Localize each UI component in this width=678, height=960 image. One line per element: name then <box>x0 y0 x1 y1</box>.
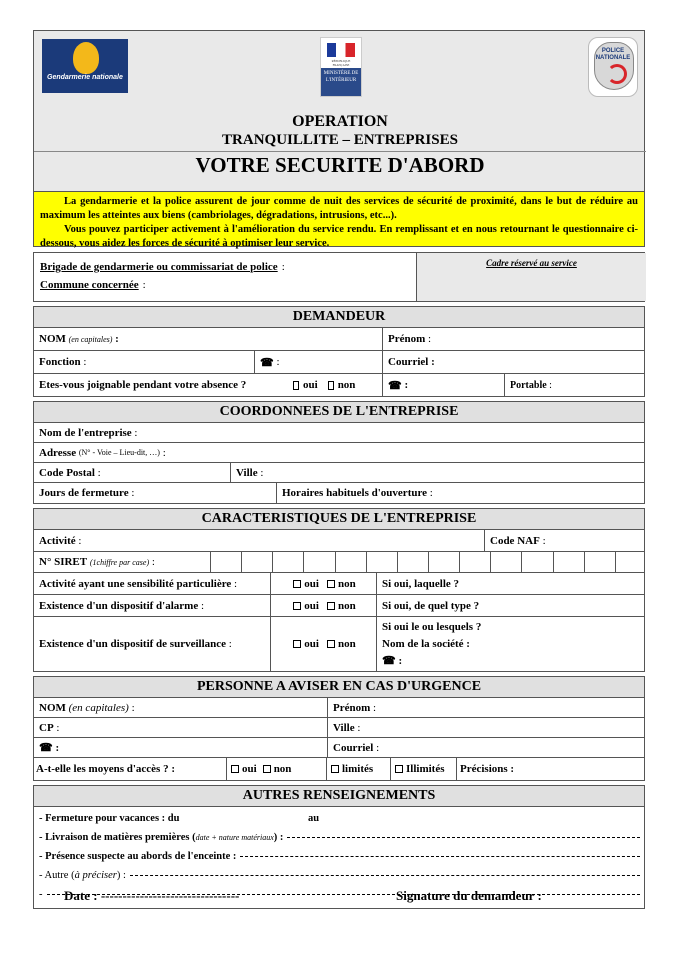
siret-digit-box[interactable] <box>397 552 428 572</box>
brigade-left <box>34 253 417 301</box>
autre-hint: à préciser <box>74 870 117 881</box>
acces-non-checkbox[interactable] <box>263 765 271 773</box>
surveillance-societe-label: Nom de la société : <box>382 637 470 650</box>
ville-field[interactable] <box>230 463 646 482</box>
vacances-label: - Fermeture pour vacances : du <box>39 813 180 824</box>
joignable-non-label: non <box>337 379 356 391</box>
phone-icon: ☎ <box>382 654 396 667</box>
courriel-field[interactable] <box>382 351 646 373</box>
autre-extra-dash-label: - <box>39 889 43 900</box>
acces-limites-label: limités <box>342 763 374 775</box>
brigade-label: Brigade de gendarmerie ou commissariat de police <box>40 261 278 273</box>
joignable-label: Etes-vous joignable pendant votre absence ? <box>39 379 247 391</box>
date-label: Date : <box>64 888 98 903</box>
form-page <box>33 30 645 909</box>
section-coordonnees <box>33 401 645 504</box>
table-row <box>34 423 644 443</box>
alarme-non-checkbox[interactable] <box>327 602 335 610</box>
fonction-label: Fonction <box>39 356 81 368</box>
joignable-question <box>34 374 274 396</box>
phone-icon: ☎ <box>260 356 274 369</box>
reserved-box: Cadre réservé au service <box>417 253 646 301</box>
table-row <box>34 573 644 595</box>
acces-options <box>226 758 326 780</box>
section-title-urgence: PERSONNE A AVISER EN CAS D'URGENCE <box>34 677 644 698</box>
french-flag-icon <box>327 43 355 57</box>
table-row <box>34 758 644 780</box>
presence-dash-line <box>240 856 640 857</box>
fonction-field[interactable] <box>34 351 254 373</box>
code-postal-field[interactable] <box>34 463 230 482</box>
surveillance-colon: : <box>228 638 232 650</box>
date-field[interactable] <box>64 888 239 904</box>
alarme-oui-label: oui <box>304 599 319 612</box>
urgence-prenom-colon: : <box>373 701 377 714</box>
section-title-coordonnees: COORDONNEES DE L'ENTREPRISE <box>34 402 644 423</box>
laquelle-label: Si oui, laquelle ? <box>382 577 460 590</box>
sensibilite-options <box>270 573 376 594</box>
section-title-autres: AUTRES RENSEIGNEMENTS <box>34 786 644 807</box>
section-urgence <box>33 676 645 781</box>
acces-oui-label: oui <box>242 763 257 775</box>
urgence-telephone-colon: : <box>55 741 60 754</box>
entreprise-nom-colon: : <box>134 426 138 439</box>
urgence-courriel-field[interactable] <box>327 738 646 757</box>
brigade-box <box>33 252 645 302</box>
table-row <box>34 374 644 396</box>
adresse-field[interactable] <box>34 443 646 462</box>
prenom-field[interactable] <box>382 328 646 350</box>
alarme-question <box>34 595 270 616</box>
code-postal-colon: : <box>97 466 101 479</box>
code-postal-label: Code Postal <box>39 466 95 479</box>
urgence-cp-label: CP <box>39 721 54 734</box>
presence-field[interactable] <box>34 847 644 866</box>
table-row <box>34 738 644 758</box>
republique-text: RÉPUBLIQUE FRANÇAISE <box>331 59 351 67</box>
sensibilite-oui-label: oui <box>304 577 319 590</box>
siret-label: N° SIRET <box>39 556 88 568</box>
surveillance-label: Existence d'un dispositif de surveillance <box>39 638 227 650</box>
joignable-telephone-colon: : <box>404 379 409 391</box>
sensibilite-colon: : <box>234 577 238 590</box>
siret-digit-box[interactable] <box>366 552 397 572</box>
adresse-hint: (N° - Voie – Lieu-dit, …) <box>78 448 160 457</box>
grenade-flame-icon <box>73 42 99 74</box>
sensibilite-non-checkbox[interactable] <box>327 580 335 588</box>
urgence-ville-field[interactable] <box>327 718 646 737</box>
portable-colon: : <box>549 379 552 391</box>
urgence-prenom-label: Prénom <box>333 701 371 714</box>
commune-label: Commune concernée <box>40 279 139 291</box>
siret-digit-box[interactable] <box>584 552 615 572</box>
surveillance-oui-checkbox[interactable] <box>293 640 301 648</box>
table-row <box>34 698 644 718</box>
adresse-colon: : <box>162 446 166 459</box>
title-tranquillite: TRANQUILLITE – ENTREPRISES <box>222 132 458 148</box>
joignable-telephone-field[interactable] <box>382 374 504 396</box>
fermeture-colon: : <box>131 487 135 499</box>
livraison-field[interactable] <box>34 828 644 847</box>
surveillance-telephone-line <box>382 653 402 670</box>
nom-colon: : <box>115 333 119 345</box>
alarme-options <box>270 595 376 616</box>
siret-digit-box[interactable] <box>241 552 272 572</box>
alarme-label: Existence d'un dispositif d'alarme <box>39 599 199 612</box>
surveillance-details[interactable] <box>376 617 646 671</box>
table-row <box>34 328 644 351</box>
urgence-ville-label: Ville <box>333 721 355 734</box>
urgence-cp-field[interactable] <box>34 718 327 737</box>
table-row <box>34 483 644 503</box>
urgence-nom-colon: : <box>131 701 135 714</box>
sensibilite-label: Activité ayant une sensibilité particulière <box>39 577 232 590</box>
urgence-telephone-field[interactable] <box>34 738 327 757</box>
activite-label: Activité <box>39 534 76 547</box>
signature-field[interactable] <box>396 888 542 904</box>
presence-label: - Présence suspecte au abords de l'enceinte : <box>39 851 237 862</box>
acces-non-label: non <box>273 763 292 775</box>
siret-label-cell <box>34 552 210 572</box>
siret-digit-box[interactable] <box>459 552 490 572</box>
table-row <box>34 530 644 552</box>
nom-label: NOM <box>39 333 66 345</box>
acces-label: A-t-elle les moyens d'accès ? : <box>36 763 175 775</box>
brigade-field[interactable] <box>40 261 285 273</box>
joignable-oui-checkbox[interactable] <box>293 381 299 390</box>
section-title-caracteristiques: CARACTERISTIQUES DE L'ENTREPRISE <box>34 509 644 530</box>
fermeture-label: Jours de fermeture <box>39 487 129 499</box>
horaires-colon: : <box>429 487 433 499</box>
urgence-cp-colon: : <box>56 721 60 734</box>
acces-illimites-checkbox[interactable] <box>395 765 403 773</box>
commune-colon: : <box>142 279 146 291</box>
table-row <box>34 443 644 463</box>
date-line: -------------------------------- <box>100 888 240 903</box>
acces-limites-option <box>326 758 390 780</box>
livraison-dash-line <box>287 837 640 838</box>
siret-digit-box[interactable] <box>428 552 459 572</box>
precisions-field[interactable] <box>456 758 646 780</box>
siret-digit-box[interactable] <box>490 552 521 572</box>
siret-digit-box[interactable] <box>303 552 334 572</box>
section-title-demandeur: DEMANDEUR <box>34 307 644 328</box>
signature-label: Signature du demandeur : <box>396 888 542 903</box>
alarme-type-label: Si oui, de quel type ? <box>382 599 480 612</box>
urgence-ville-colon: : <box>357 721 361 734</box>
urgence-nom-hint: (en capitales) <box>68 701 129 714</box>
portable-label: Portable <box>510 379 547 391</box>
horaires-field[interactable] <box>276 483 646 503</box>
alarme-colon: : <box>200 599 205 612</box>
telephone-colon: : <box>276 356 280 368</box>
adresse-label: Adresse <box>39 446 77 459</box>
table-row <box>34 463 644 483</box>
brigade-colon: : <box>281 261 285 273</box>
section-caracteristiques <box>33 508 645 672</box>
urgence-prenom-field[interactable] <box>327 698 646 717</box>
alarme-type-field[interactable] <box>376 595 646 616</box>
livraison-label: - Livraison de matières premières ( <box>39 832 196 843</box>
joignable-non-checkbox[interactable] <box>328 381 334 390</box>
portable-field[interactable] <box>504 374 646 396</box>
title-operation: OPERATION <box>292 113 388 130</box>
autre-end: ) : <box>116 870 126 881</box>
surveillance-question <box>34 617 270 671</box>
alarme-non-label: non <box>337 599 356 612</box>
laquelle-field[interactable] <box>376 573 646 594</box>
prenom-label: Prénom <box>388 333 426 345</box>
urgence-courriel-label: Courriel <box>333 741 374 754</box>
table-row <box>34 718 644 738</box>
urgence-nom-field[interactable] <box>34 698 327 717</box>
vacances-field[interactable] <box>34 809 644 828</box>
horaires-label: Horaires habituels d'ouverture <box>282 487 428 499</box>
ministry-logo <box>320 37 362 97</box>
nom-field[interactable] <box>34 328 382 350</box>
siret-row <box>34 552 644 573</box>
code-naf-label: Code NAF <box>490 534 540 547</box>
surveillance-options <box>270 617 376 671</box>
acces-illimites-option <box>390 758 456 780</box>
sensibilite-non-label: non <box>337 577 356 590</box>
intro-box <box>33 192 645 247</box>
table-row <box>34 617 644 671</box>
commune-field[interactable] <box>40 279 146 291</box>
ministry-text: MINISTÈRE DE L'INTÉRIEUR <box>321 68 361 96</box>
courriel-label: Courriel <box>388 356 429 368</box>
phone-icon: ☎ <box>388 379 402 392</box>
courriel-colon: : <box>431 356 435 368</box>
section-demandeur <box>33 306 645 397</box>
code-naf-colon: : <box>542 534 546 547</box>
siret-digit-box[interactable] <box>210 552 241 572</box>
ville-label: Ville <box>236 466 258 479</box>
entreprise-nom-field[interactable] <box>34 423 646 442</box>
siret-digit-box[interactable] <box>521 552 552 572</box>
police-stripe-icon <box>607 64 627 84</box>
fermeture-field[interactable] <box>34 483 276 503</box>
autre-field[interactable] <box>34 866 644 885</box>
siret-colon: : <box>151 556 155 568</box>
livraison-hint: date + nature matériaux <box>195 833 274 842</box>
joignable-oui-label: oui <box>303 379 318 391</box>
siret-digit-box[interactable] <box>272 552 303 572</box>
activite-field[interactable] <box>34 530 484 551</box>
surveillance-lesquels-label: Si oui le ou lesquels ? <box>382 620 482 633</box>
table-row <box>34 351 644 374</box>
acces-limites-checkbox[interactable] <box>331 765 339 773</box>
table-row <box>34 595 644 617</box>
alarme-oui-checkbox[interactable] <box>293 602 301 610</box>
siret-hint: (1chiffre par case) <box>89 557 150 567</box>
vacances-au-label: au <box>308 813 320 824</box>
code-naf-field[interactable] <box>484 530 646 551</box>
ville-colon: : <box>260 466 264 479</box>
acces-oui-checkbox[interactable] <box>231 765 239 773</box>
acces-question <box>34 758 226 780</box>
urgence-courriel-colon: : <box>376 741 380 754</box>
prenom-colon: : <box>428 333 432 345</box>
telephone-field[interactable] <box>254 351 382 373</box>
nom-hint: (en capitales) <box>68 334 113 344</box>
gendarmerie-logo <box>42 39 128 93</box>
precisions-label: Précisions : <box>460 763 515 775</box>
activite-colon: : <box>78 534 82 547</box>
surveillance-oui-label: oui <box>304 638 319 650</box>
form-header <box>33 30 645 192</box>
siret-digit-box[interactable] <box>615 552 646 572</box>
surveillance-non-checkbox[interactable] <box>327 640 335 648</box>
gendarmerie-logo-text: Gendarmerie nationale <box>47 74 123 81</box>
sensibilite-oui-checkbox[interactable] <box>293 580 301 588</box>
livraison-end: ) : <box>273 832 284 843</box>
surveillance-telephone-colon: : <box>398 654 403 667</box>
police-logo-text: POLICE NATIONALE <box>595 48 631 61</box>
entreprise-nom-label: Nom de l'entreprise <box>39 426 132 439</box>
phone-icon: ☎ <box>39 742 53 754</box>
intro-paragraph-1: La gendarmerie et la police assurent de jour comme de nuit des services de sécurité de proximité, dans le but de réduire au maximum les atteintes aux biens (cambriolages, dégradations, intrusions, etc...). <box>40 196 638 221</box>
siret-digit-box[interactable] <box>553 552 584 572</box>
title-securite: VOTRE SECURITE D'ABORD <box>34 151 646 178</box>
autre-label: - Autre ( <box>39 870 75 881</box>
sensibilite-question <box>34 573 282 594</box>
acces-illimites-label: Illimités <box>406 763 445 775</box>
joignable-options <box>288 374 382 396</box>
fonction-colon: : <box>83 356 87 368</box>
siret-digit-box[interactable] <box>335 552 366 572</box>
intro-paragraph-2: Vous pouvez participer activement à l'amélioration du service rendu. En remplissant et en nous retournant le questionnaire ci-dessous, vous aidez les forces de sécurité à optimiser leur service. <box>40 224 638 249</box>
police-logo <box>588 37 638 97</box>
surveillance-non-label: non <box>337 638 356 650</box>
autre-dash-line <box>130 875 640 876</box>
urgence-nom-label: NOM <box>39 701 66 714</box>
